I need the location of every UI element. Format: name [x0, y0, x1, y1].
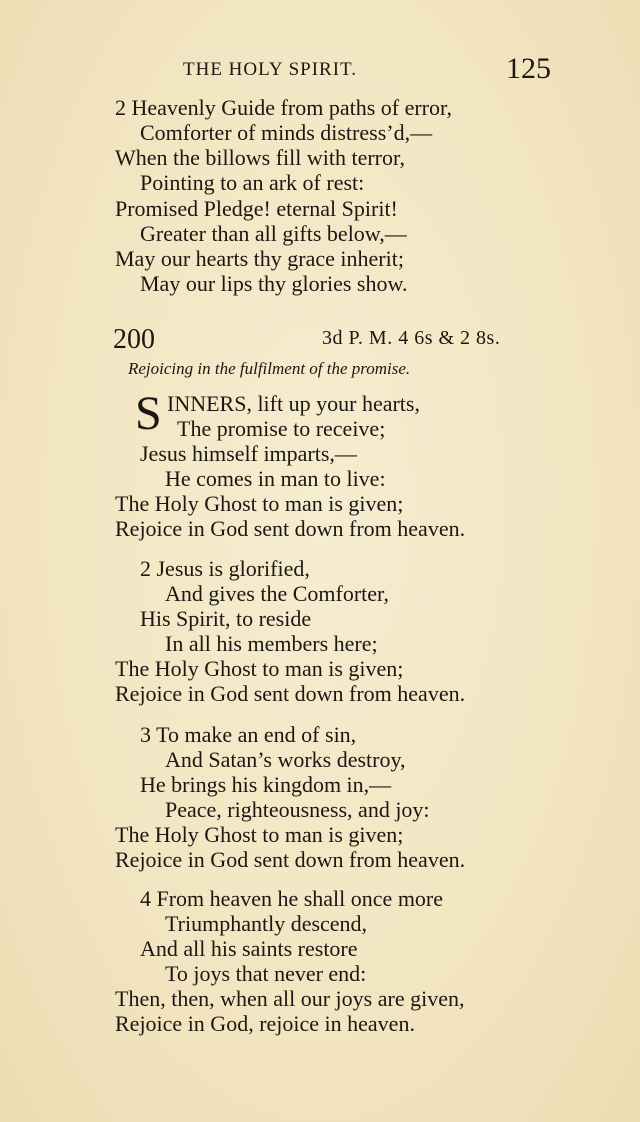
verse-line: INNERS, lift up your hearts,	[167, 391, 420, 416]
verse-line: Greater than all gifts below,—	[140, 221, 407, 246]
running-header-title: THE HOLY SPIRIT.	[183, 59, 358, 80]
hymn-meter: 3d P. M. 4 6s & 2 8s.	[322, 327, 501, 349]
hymn-number: 200	[113, 324, 155, 355]
verse-line: The Holy Ghost to man is given;	[115, 491, 404, 516]
drop-cap: S	[135, 387, 162, 440]
verse-line: Triumphantly descend,	[165, 911, 368, 936]
verse-line: Rejoice in God sent down from heaven.	[115, 847, 466, 872]
verse-line: The promise to receive;	[177, 416, 386, 441]
verse-line: Pointing to an ark of rest:	[140, 170, 365, 195]
verse-line: And Satan’s works destroy,	[165, 747, 406, 772]
verse-line: When the billows fill with terror,	[115, 145, 405, 170]
verse-line: Then, then, when all our joys are given,	[115, 986, 465, 1011]
verse-line: In all his members here;	[165, 631, 378, 656]
verse-line: 2 Heavenly Guide from paths of error,	[115, 95, 452, 120]
verse-line: Comforter of minds distress’d,—	[140, 120, 433, 145]
verse-line: Rejoice in God sent down from heaven.	[115, 681, 466, 706]
verse-line: Jesus himself imparts,—	[140, 441, 357, 466]
verse-line: Peace, righteousness, and joy:	[165, 797, 430, 822]
verse-line: 2 Jesus is glorified,	[140, 556, 310, 581]
hymn-subtitle: Rejoicing in the fulfilment of the promise.	[128, 359, 411, 378]
verse-line: 3 To make an end of sin,	[140, 722, 357, 747]
verse-line: The Holy Ghost to man is given;	[115, 656, 404, 681]
verse-line: Rejoice in God sent down from heaven.	[115, 516, 466, 541]
verse-line: And gives the Comforter,	[165, 581, 389, 606]
verse-line: His Spirit, to reside	[140, 606, 312, 631]
page-number: 125	[506, 52, 551, 85]
verse-line: Promised Pledge! eternal Spirit!	[115, 196, 398, 221]
verse-line: May our hearts thy grace inherit;	[115, 246, 404, 271]
verse-line: May our lips thy glories show.	[140, 271, 408, 296]
verse-line: The Holy Ghost to man is given;	[115, 822, 404, 847]
verse-line: And all his saints restore	[140, 936, 358, 961]
verse-line: Rejoice in God, rejoice in heaven.	[115, 1011, 415, 1036]
verse-line: He brings his kingdom in,—	[140, 772, 392, 797]
verse-line: To joys that never end:	[165, 961, 367, 986]
verse-line: 4 From heaven he shall once more	[140, 886, 444, 911]
verse-line: He comes in man to live:	[165, 466, 386, 491]
